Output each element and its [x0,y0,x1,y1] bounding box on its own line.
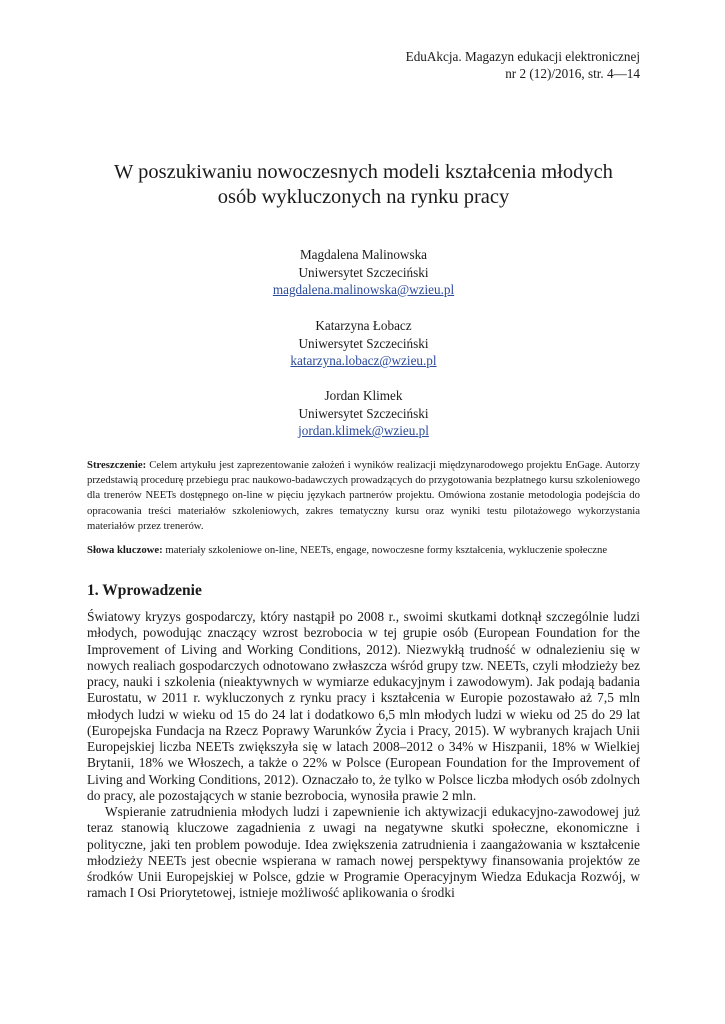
author-block-1 [87,246,640,299]
author-name: Katarzyna Łobacz [315,318,412,333]
author-affiliation: Uniwersytet Szczeciński [298,264,429,280]
keywords-text: materiały szkoleniowe on-line, NEETs, engage, nowoczesne formy kształcenia, wykluczenie społeczne [162,544,608,556]
paper-page [87,0,640,1024]
abstract-text: Celem artykułu jest zaprezentowanie założeń i wyników realizacji międzynarodowego projektu EnGage. Autorzy przedstawią procedurę przebiegu prac naukowo-badawczych prowadzących do przygotowania bezpłatnego kursu szkoleniowego dla trenerów NEETs dostępnego on-line w pięciu językach partnerów projektu. Omówiona zostanie metodologia podejścia do opracowania treści materiałów szkoleniowych, zakres tematyczny kursu oraz wyniki testu pilotażowego wykorzystania materiałów przez trenerów. [87,459,640,532]
paper-title [87,160,640,210]
author-block-2 [87,317,640,370]
author-email-link[interactable]: katarzyna.lobacz@wzieu.pl [290,353,437,368]
section-heading: 1. Wprowadzenie [87,582,202,599]
keywords-label: Słowa kluczowe: [87,544,163,556]
paragraph: Światowy kryzys gospodarczy, który nastąpił po 2008 r., swoimi skutkami dotknął szczególnie ludzi młodych, powodując znaczący wzrost bezrobocia w tej grupie osób (European Foundation for the Improvement of Living and Working Conditions, 2012). Niezwykłą trudność w odnalezieniu się w nowych realiach gospodarczych odnotowano zwłaszcza wśród grupy tzw. NEETs, czyli młodzieży bez pracy, nauki i szkolenia (nieaktywnych w wymiarze edukacyjnym i zawodowym). Jak podają badania Eurostatu, w 2011 r. wykluczonych z rynku pracy i kształcenia w Europie pozostawało aż 7,5 mln młodych ludzi w wieku od 15 do 24 lat i dodatkowo 6,5 mln młodych ludzi w wieku od 25 do 29 lat (Europejska Fundacja na Rzecz Poprawy Warunków Życia i Pracy, 2015). W wybranych krajach Unii Europejskiej liczba NEETs zwiększyła się w latach 2008–2012 o 34% w Hiszpanii, 18% w Wielkiej Brytanii, 18% we Włoszech, a także o 22% w Polsce (European Foundation for the Improvement of Living and Working Conditions, 2012). Oznaczało to, że tylko w Polsce liczba młodych osób zdolnych do pracy, ale pozostających w stanie bezrobocia, wynosiła prawie 2 mln. [87,609,640,803]
journal-header [406,48,640,82]
abstract-label: Streszczenie: [87,459,147,471]
title-line-2: osób wykluczonych na rynku pracy [217,186,510,208]
author-email-link[interactable]: magdalena.malinowska@wzieu.pl [272,282,455,297]
paragraph: Wspieranie zatrudnienia młodych ludzi i zapewnienie ich aktywizacji edukacyjno-zawodowej już teraz stanowią kluczowe zagadnienia z uwagi na negatywne skutki społeczne, ekonomiczne i polityczne, jaki ten problem powoduje. Idea zwiększenia zatrudnienia i zaangażowania w kształcenie młodzieży NEETs jest obecnie wspierana w ramach nowej perspektywy finansowania projektów ze środków Unii Europejskiej w Polsce, gdzie w Programie Operacyjnym Wiedza Edukacja Rozwój, w ramach I Osi Priorytetowej, istnieje możliwość aplikowania o środki [87,804,640,901]
author-block-3 [87,387,640,440]
journal-name: EduAkcja. Magazyn edukacji elektronicznej [405,49,640,64]
keywords [87,543,640,558]
author-email-link[interactable]: jordan.klimek@wzieu.pl [298,423,429,438]
journal-issue: nr 2 (12)/2016, str. 4—14 [505,66,640,81]
author-name: Jordan Klimek [324,388,403,403]
author-name: Magdalena Malinowska [299,247,428,262]
author-affiliation: Uniwersytet Szczeciński [298,405,429,421]
abstract [87,458,640,534]
section-body [87,609,640,902]
author-affiliation: Uniwersytet Szczeciński [298,335,429,351]
title-line-1: W poszukiwaniu nowoczesnych modeli kształcenia młodych [114,161,613,183]
